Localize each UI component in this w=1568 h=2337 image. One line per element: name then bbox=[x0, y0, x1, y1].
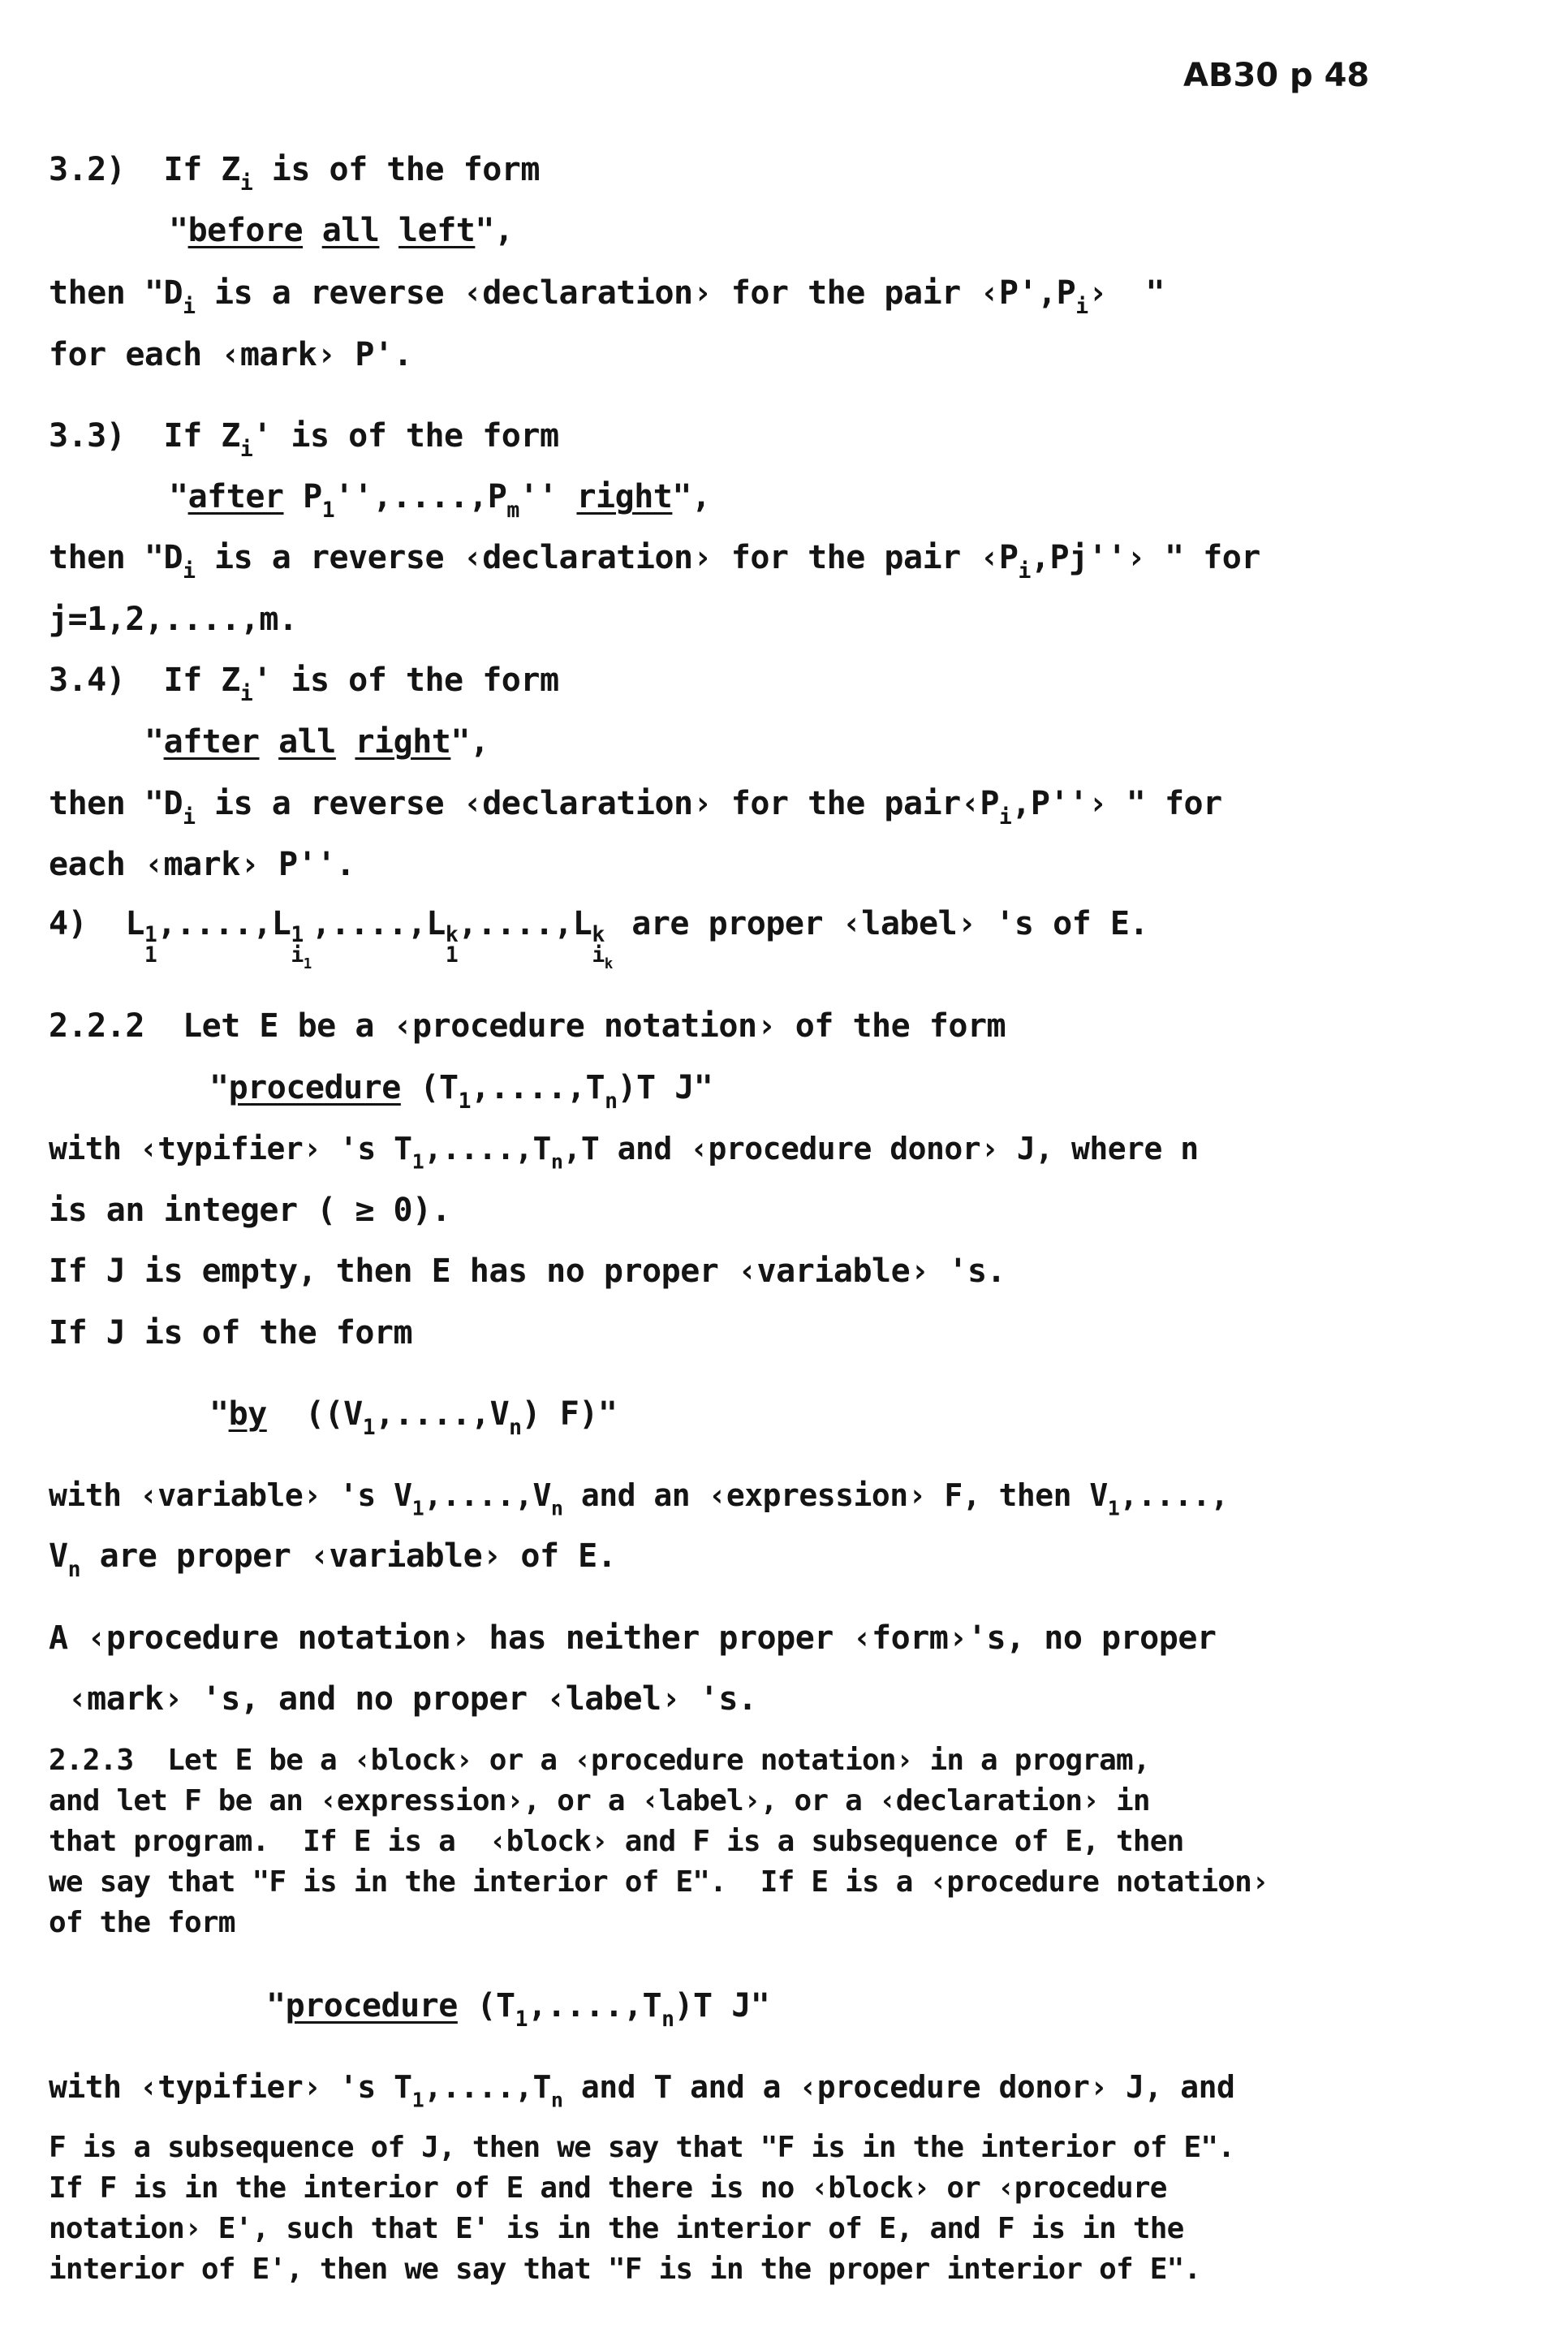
line-3-4-then: then "$D_i$ is a reverse ‹declaration› for the $pair‹P_i,P''›$ " for bbox=[49, 785, 1222, 830]
page-reference: AB30 p 48 bbox=[1183, 57, 1370, 94]
line-mark-label: ‹mark› 's, and no proper ‹label› 's. bbox=[49, 1680, 757, 1718]
line-3-4-each: each ‹mark› P''. bbox=[49, 846, 355, 883]
line-3-2-each: for each ‹mark› P'. bbox=[49, 336, 413, 373]
line-integer: is an integer ( ≥ 0). bbox=[49, 1192, 451, 1229]
line-by-form: "by ($(V_1,....,V_n)$ F)" bbox=[209, 1395, 618, 1440]
line-typifier: with ‹typifier› 's $T_1,....,T_n,T$ and ‹procedure donor› J, where n bbox=[49, 1131, 1199, 1174]
line-procedure-form: "procedure $(T_1,....,T_n)T$ J" bbox=[209, 1069, 713, 1114]
line-interior-q3: notation› E', such that E' is in the interior of E, and F is in the bbox=[49, 2212, 1184, 2245]
line-j-empty: If J is empty, then E has no proper ‹variable› 's. bbox=[49, 1253, 1006, 1290]
line-2-2-3-p5: of the form bbox=[49, 1906, 235, 1939]
line-interior-q4: interior of E', then we say that "F is in the proper interior of E". bbox=[49, 2253, 1201, 2286]
line-2-2-3-p3: that program. If E is a ‹block› and F is a subsequence of E, then bbox=[49, 1825, 1184, 1858]
line-procedure-notation: A ‹procedure notation› has neither proper ‹form›'s, no proper bbox=[49, 1619, 1217, 1657]
line-after-right: "after $P_1'',....,P_m''$ right", bbox=[169, 478, 711, 523]
line-variables: with ‹variable› 's $V_1,....,V_n$ and an ‹expression› F, then $V_1$,...., bbox=[49, 1477, 1229, 1520]
line-j-form: If J is of the form bbox=[49, 1314, 413, 1352]
line-vn-proper: $V_n$ are proper ‹variable› of E. bbox=[49, 1537, 617, 1582]
line-interior-q1: F is a subsequence of J, then we say that "F is in the interior of E". bbox=[49, 2131, 1235, 2164]
line-2-2-2-heading: 2.2.2 Let E be a ‹procedure notation› of the form bbox=[49, 1007, 1006, 1045]
line-after-all-right: "after all right", bbox=[144, 723, 489, 761]
line-3-3-range: j=1,2,....,m. bbox=[49, 601, 298, 638]
line-3-3-then: then "$D_i$ is a reverse ‹declaration› for the pair $‹P_i,Pj''›$ " for bbox=[49, 539, 1260, 584]
line-before-all-left: "before all left", bbox=[169, 212, 514, 249]
line-3-2-then: then "$D_i$ is a reverse ‹declaration› for the pair $‹P',P_i›$ " bbox=[49, 274, 1165, 319]
line-2-2-3-p1: 2.2.3 Let E be a ‹block› or a ‹procedure notation› in a program, bbox=[49, 1744, 1150, 1777]
line-3-2-heading: 3.2) If $Z_i$ is of the form bbox=[49, 151, 540, 196]
line-4-labels: 4) L 1 1 ,....,L 1 $i_1$ ,....,L k 1 ,....,L k $i_k$ are proper ‹label› 's of E. bbox=[49, 905, 1148, 973]
line-2-2-3-p4: we say that "F is in the interior of E". If E is a ‹procedure notation› bbox=[49, 1865, 1269, 1899]
line-3-4-heading: 3.4) If $Z_i'$ is of the form bbox=[49, 662, 559, 706]
line-3-3-heading: 3.3) If $Z_i'$ is of the form bbox=[49, 417, 559, 462]
line-typifier-2: with ‹typifier› 's $T_1,....,T_n$ and T and a ‹procedure donor› J, and bbox=[49, 2069, 1235, 2112]
line-interior-q2: If F is in the interior of E and there is no ‹block› or ‹procedure bbox=[49, 2171, 1167, 2205]
line-procedure-form-2: "procedure $(T_1,....,T_n)T$ J" bbox=[266, 1987, 770, 2032]
line-2-2-3-p2: and let F be an ‹expression›, or a ‹label›, or a ‹declaration› in bbox=[49, 1784, 1150, 1817]
